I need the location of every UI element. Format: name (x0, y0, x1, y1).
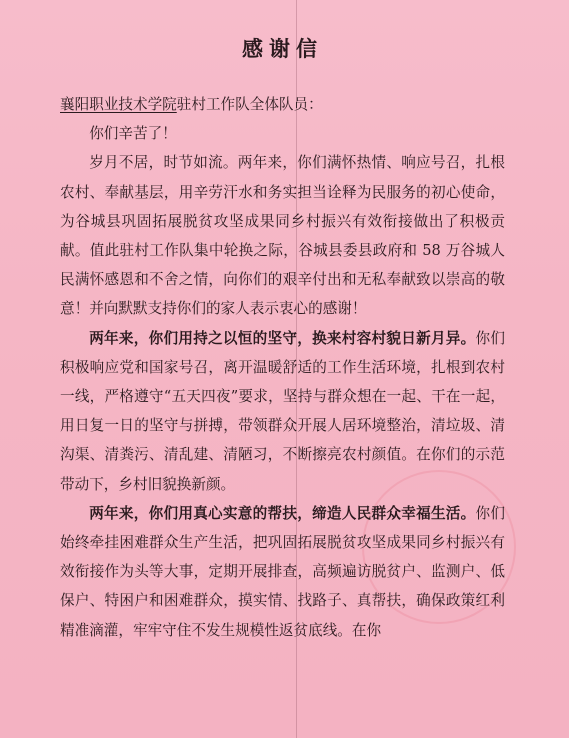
paragraph-greeting (60, 119, 505, 148)
paragraph-text: 你们始终牵挂困难群众生产生活，把巩固拓展脱贫攻坚成果同乡村振兴有效衔接作为头等大事，定期开展排查，高频遍访脱贫户、监测户、低保户、特困户和困难群众，摸实情、找路子、真帮扶，确保政策红利精准滴灌，牢牢守住不发生规模性返贫底线。在你 (60, 504, 505, 639)
paragraph-intro (60, 148, 505, 323)
paragraph-text: 你们积极响应党和国家号召，离开温暖舒适的工作生活环境，扎根到农村一线，严格遵守“五天四夜”要求，坚持与群众想在一起、干在一起，用日复一日的坚守与拼搏，带领群众开展人居环境整治，清垃圾、清沟渠、清粪污、清乱建、清陋习，不断擦亮农村颜值。在你们的示范带动下，乡村旧貌换新颜。 (60, 329, 505, 493)
paragraph-assistance (60, 499, 505, 645)
paragraph-lead: 两年来，你们用持之以恒的坚守，换来村容村貌日新月异。 (89, 329, 476, 347)
paragraph-village-appearance (60, 324, 505, 499)
paragraph-lead: 两年来，你们用真心实意的帮扶，缔造人民群众幸福生活。 (89, 504, 476, 522)
salutation-line (60, 90, 505, 119)
letter-body (60, 34, 505, 645)
salutation-recipient: 驻村工作队全体队员： (176, 96, 323, 113)
letter-title: 感谢信 (242, 36, 323, 61)
paragraph-text: 你们辛苦了！ (89, 125, 177, 143)
paragraph-text: 岁月不居，时节如流。两年来，你们满怀热情、响应号召，扎根农村、奉献基层，用辛劳汗水和务实担当诠释为民服务的初心使命，为谷城县巩固拓展脱贫攻坚成果同乡村振兴有效衔接做出了积极贡献。值此驻村工作队集中轮换之际，谷城县委县政府和 58 万谷城人民满怀感恩和不舍之情，向你们的艰辛付出和无私奉献致以崇高的敬意！并向默默支持你们的家人表示衷心的感谢！ (60, 154, 505, 318)
salutation-organization: 襄阳职业技术学院 (60, 96, 177, 113)
